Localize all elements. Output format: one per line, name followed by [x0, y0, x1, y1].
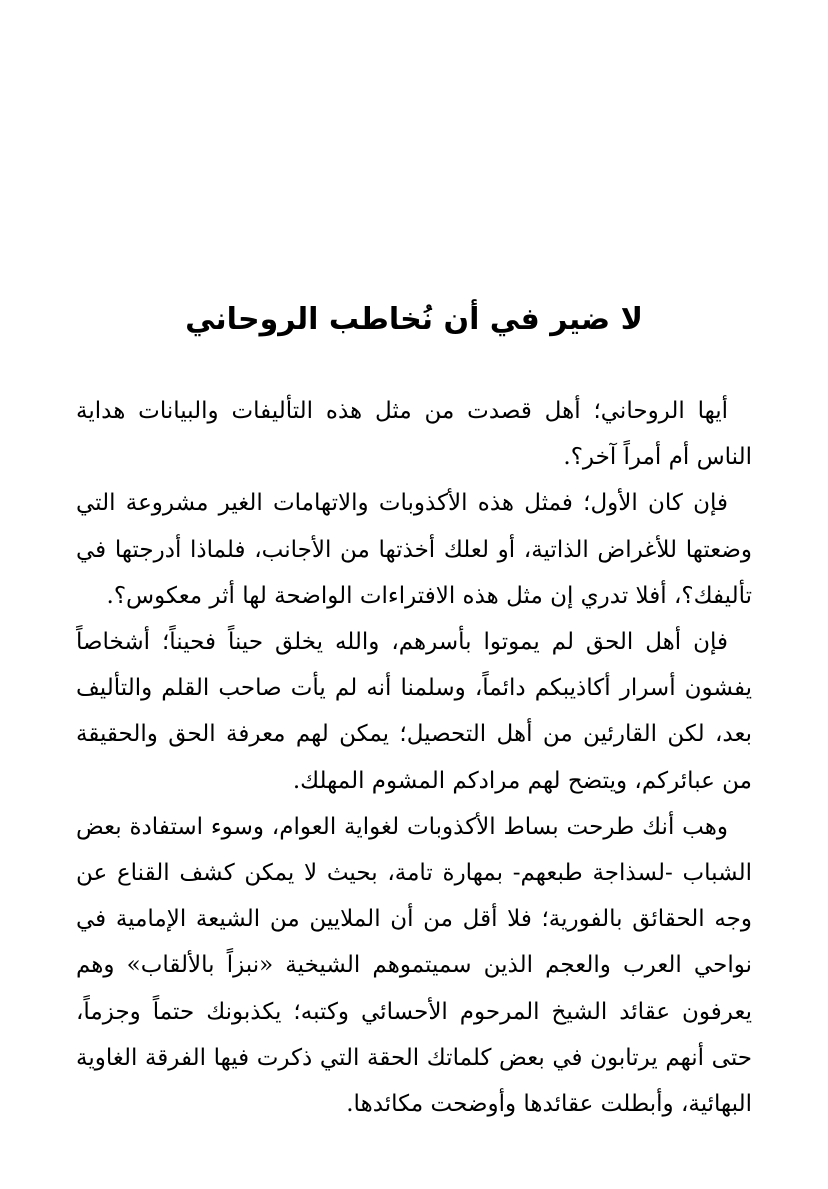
- page-title: لا ضير في أن نُخاطب الروحاني: [185, 302, 643, 337]
- paragraph-4: وهب أنك طرحت بساط الأكذوبات لغواية العوام، وسوء استفادة بعض الشباب -لسذاجة طبعهم- بمهارة تامة، بحيث لا يمكن كشف القناع عن وجه الحقائق بالفورية؛ فلا أقل من أن الملايين من الشيعة الإمامية في نواحي العرب والعجم الذين سميتموهم الشيخية «نبزاً بالألقاب» وهم يعرفون عقائد الشيخ المرحوم الأحسائي وكتبه؛ يكذبونك حتماً وجزماً، حتى أنهم يرتابون في بعض كلماتك الحقة التي ذكرت فيها الفرقة الغاوية البهائية، وأبطلت عقائدها وأوضحت مكائدها.: [76, 813, 752, 1118]
- paragraph-3: فإن أهل الحق لم يموتوا بأسرهم، والله يخلق حيناً فحيناً؛ أشخاصاً يفشون أسرار أكاذيبكم دائماً، وسلمنا أنه لم يأت صاحب القلم والتأليف بعد، لكن القارئين من أهل التحصيل؛ يمكن لهم معرفة الحق والحقيقة من عبائركم، ويتضح لهم مرادكم المشوم المهلك.: [76, 629, 752, 794]
- body-text: [76, 388, 752, 1127]
- paragraph-2: فإن كان الأول؛ فمثل هذه الأكذوبات والاتهامات الغير مشروعة التي وضعتها للأغراض الذاتية، أو لعلك أخذتها من الأجانب، فلماذا أدرجتها في تأليفك؟، أفلا تدري إن مثل هذه الافتراءات الواضحة لها أثر معكوس؟.: [76, 490, 752, 609]
- paragraph-1: أيها الروحاني؛ أهل قصدت من مثل هذه التأليفات والبيانات هداية الناس أم أمراً آخر؟.: [76, 398, 752, 471]
